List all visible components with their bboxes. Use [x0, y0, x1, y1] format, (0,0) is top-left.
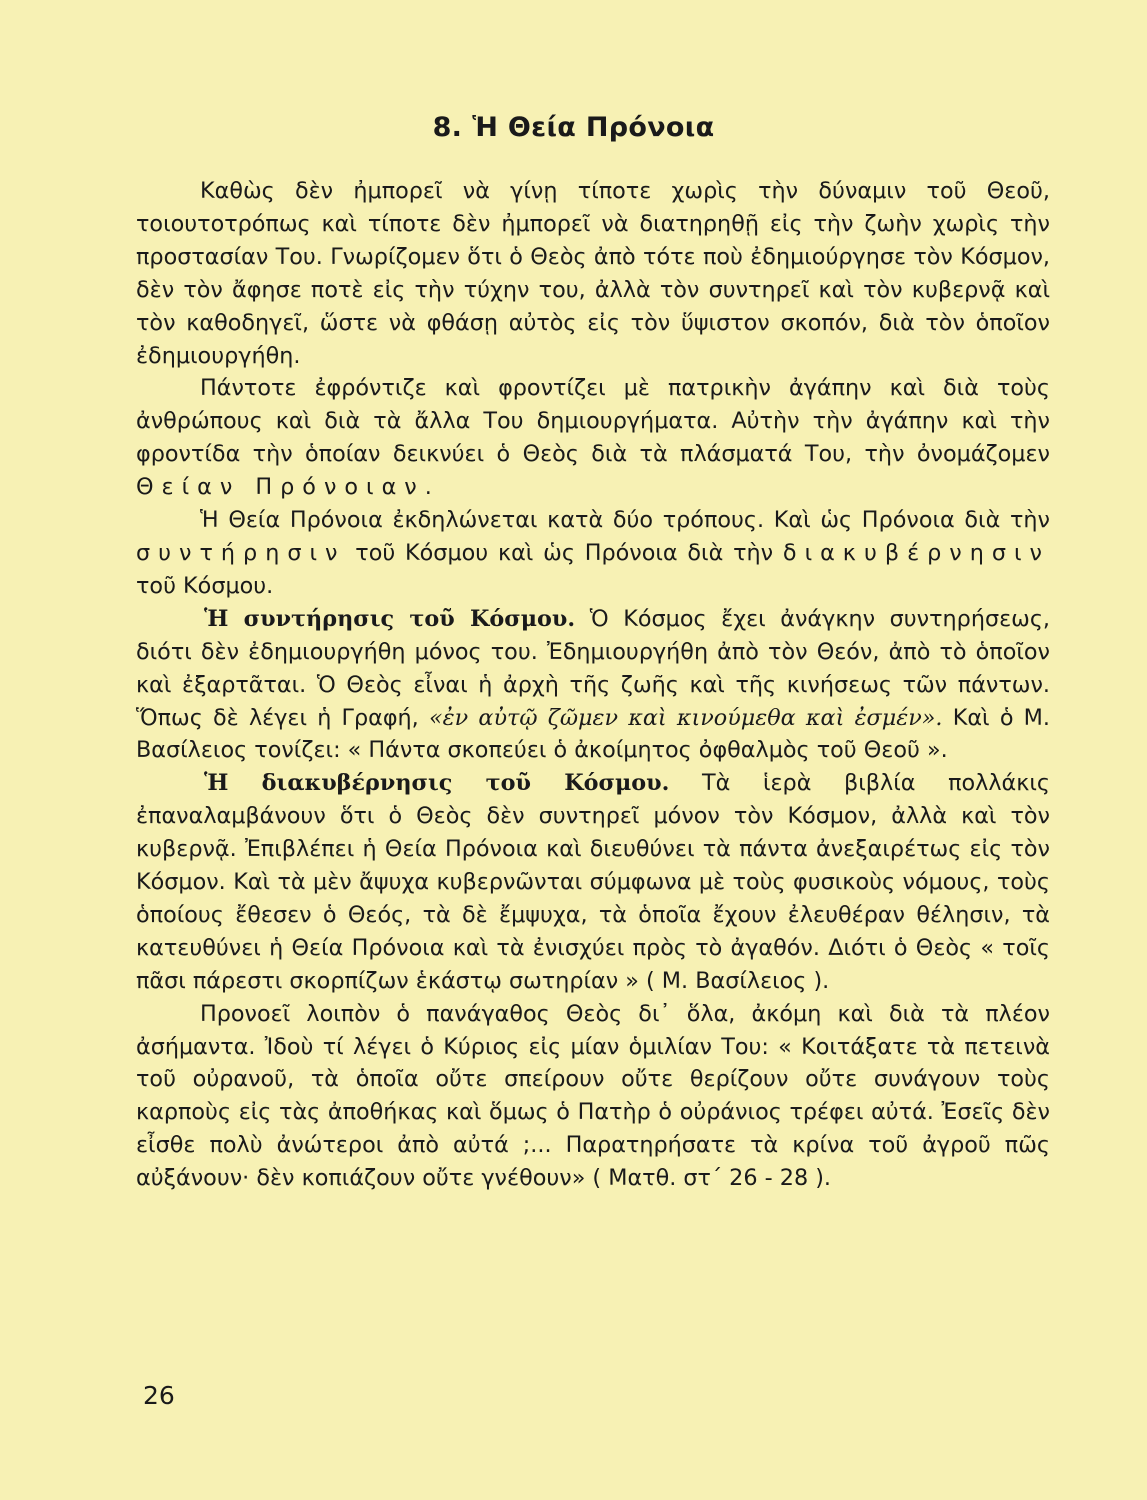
body-text	[136, 175, 1050, 1195]
paragraph-love-text: Πάντοτε ἐφρόντιζε καὶ φροντίζει μὲ πατρικὴν ἀγάπην καὶ διὰ τοὺς ἀνθρώπους καὶ διὰ τὰ ἄλλα Του δημιουργήματα. Αὐτὴν τὴν ἀγάπην καὶ τὴν φροντίδα τὴν ὁποίαν δεικνύει ὁ Θεὸς διὰ τὰ πλάσματά Του, τὴν ὀνομάζομεν	[136, 375, 1050, 468]
preservation-text-a: Ὁ Κόσμος ἔχει ἀνάγκην συντηρήσεως, διότι δὲν ἐδημιουργήθη μόνος του. Ἐδημιουργήθη ἀπὸ τὸν Θεόν, ἀπὸ τὸ ὁποῖον καὶ ἐξαρτᾶται. Ὁ Θεὸς εἶναι ἡ ἀρχὴ τῆς ζωῆς καὶ τῆς κινήσεως τῶν πάντων. Ὅπως δὲ λέγει ἡ Γραφή,	[136, 605, 1051, 731]
chapter-title: Ἡ Θεία Πρόνοια	[472, 112, 715, 143]
paragraph-two-ways	[136, 504, 1050, 603]
paragraph-love	[136, 372, 1050, 504]
spaced-term-preservation: συντήρησιν	[136, 539, 346, 566]
chapter-heading	[0, 112, 1147, 143]
subheading-preservation: Ἡ συντήρησις τοῦ Κόσμου.	[204, 605, 576, 632]
chapter-number: 8.	[432, 112, 463, 143]
paragraph-intro: Καθὼς δὲν ἠμπορεῖ νὰ γίνῃ τίποτε χωρὶς τὴν δύναμιν τοῦ Θεοῦ, τοιουτοτρόπως καὶ τίποτε δὲν ἠμπορεῖ νὰ διατηρηθῇ εἰς τὴν ζωὴν χωρὶς τὴν προστασίαν Του. Γνωρίζομεν ὅτι ὁ Θεὸς ἀπὸ τότε ποὺ ἐδημιούργησε τὸν Κόσμον, δὲν τὸν ἄφησε ποτὲ εἰς τὴν τύχην του, ἀλλὰ τὸν συντηρεῖ καὶ τὸν κυβερνᾷ καὶ τὸν καθοδηγεῖ, ὥστε νὰ φθάσῃ αὐτὸς εἰς τὸν ὕψιστον σκοπόν, διὰ τὸν ὁποῖον ἐδημιουργήθη.	[136, 178, 1050, 369]
paragraph-gospel-quote: Προνοεῖ λοιπὸν ὁ πανάγαθος Θεὸς δι᾿ ὅλα, ἀκόμη καὶ διὰ τὰ πλέον ἀσήμαντα. Ἰδοὺ τί λέγει ὁ Κύριος εἰς μίαν ὁμιλίαν Του: « Κοιτάξατε τὰ πετεινὰ τοῦ οὐρανοῦ, τὰ ὁποῖα οὔτε σπείρουν οὔτε θερίζουν οὔτε συνάγουν τοὺς καρποὺς εἰς τὰς ἀποθήκας καὶ ὅμως ὁ Πατὴρ ὁ οὐράνιος τρέφει αὐτά. Ἐσεῖς δὲν εἶσθε πολὺ ἀνώτεροι ἀπὸ αὐτά ;... Παρατηρήσατε τὰ κρίνα τοῦ ἀγροῦ πῶς αὐξάνουν· δὲν κοπιάζουν οὔτε γνέθουν» ( Ματθ. στ´ 26 - 28 ).	[136, 1000, 1050, 1192]
governance-text: Τὰ ἱερὰ βιβλία πολλάκις ἐπαναλαμβάνουν ὅτι ὁ Θεὸς δὲν συντηρεῖ μόνον τὸν Κόσμον, ἀλλὰ καὶ τὸν κυβερνᾷ. Ἐπιβλέπει ἡ Θεία Πρόνοια καὶ διευθύνει τὰ πάντα ἀνεξαιρέτως εἰς τὸν Κόσμον. Καὶ τὰ μὲν ἄψυχα κυβερνῶνται σύμφωνα μὲ τοὺς φυσικοὺς νόμους, τοὺς ὁποίους ἔθεσεν ὁ Θεός, τὰ δὲ ἔμψυχα, τὰ ὁποῖα ἔχουν ἐλευθέραν θέλησιν, τὰ κατευθύνει ἡ Θεία Πρόνοια καὶ τὰ ἐνισχύει πρὸς τὸ ἀγαθόν. Διότι ὁ Θεὸς « τοῖς πᾶσι πάρεστι σκορπίζων ἑκάστῳ σωτηρίαν » ( Μ. Βασίλειος ).	[136, 770, 1050, 994]
spaced-term-governance: διακυβέρνησιν	[782, 539, 1051, 566]
two-ways-text-c: τοῦ Κόσμου.	[136, 572, 274, 599]
scripture-quote: «ἐν αὐτῷ ζῶμεν καὶ κινούμεθα καὶ ἐσμέν».	[429, 704, 943, 731]
preservation-text-b: Καὶ ὁ Μ. Βασίλειος τονίζει: « Πάντα σκοπεύει ὁ ἀκοίμητος ὀφθαλμὸς τοῦ Θεοῦ ».	[136, 704, 1051, 764]
paragraph-governance	[136, 767, 1050, 997]
two-ways-text-a: Ἡ Θεία Πρόνοια ἐκδηλώνεται κατὰ δύο τρόπους. Καὶ ὡς Πρόνοια διὰ τὴν	[200, 507, 1050, 534]
two-ways-text-b: τοῦ Κόσμου καὶ ὡς Πρόνοια διὰ τὴν	[355, 539, 774, 566]
paragraph-preservation	[136, 603, 1050, 768]
spaced-term-divine-providence: Θείαν Πρόνοιαν.	[136, 474, 440, 501]
subheading-governance: Ἡ διακυβέρνησις τοῦ Κόσμου.	[204, 770, 670, 797]
page-number: 26	[143, 1381, 175, 1410]
